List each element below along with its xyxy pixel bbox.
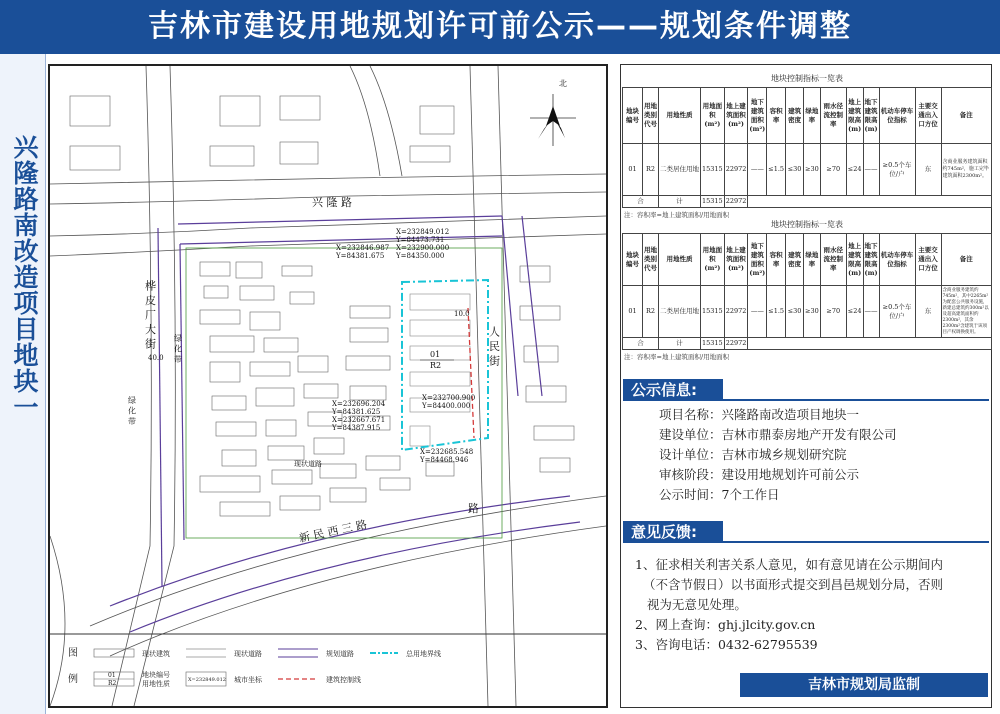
coord-7-y: Y=84468.946	[420, 456, 469, 464]
col-header: 地下建筑限高(m)	[863, 88, 879, 144]
legend-existing-road: 现状道路	[234, 650, 262, 658]
table-cell: ≥70	[820, 144, 846, 196]
table-cell	[748, 338, 992, 350]
table-cell: ≥0.5个车位/户	[879, 286, 915, 338]
coord-4-x: X=232700.900	[422, 394, 476, 402]
coord-5-x: X=232696.204	[332, 400, 386, 408]
table-cell: R2	[643, 144, 659, 196]
col-header: 用地面积(m²)	[701, 88, 725, 144]
col-header: 地上建筑限高(m)	[846, 234, 863, 286]
map-legend	[50, 634, 606, 688]
index-table-2	[621, 217, 993, 364]
page-title: 吉林市建设用地规划许可前公示——规划条件调整	[0, 0, 1000, 54]
table-cell: ≤24	[846, 286, 863, 338]
notice-info	[659, 405, 897, 505]
road-label-lu: 路	[468, 502, 479, 515]
coord-4-y: Y=84400.000	[422, 402, 471, 410]
table-cell: ≤1.5	[767, 286, 786, 338]
coord-3-x: X=232846.987	[336, 244, 390, 252]
table-cell: ≥0.5个车位/户	[879, 144, 915, 196]
index-table-1-title: 地块控制指标一览表	[771, 74, 843, 83]
legend-control-line: 建筑控制线	[326, 676, 361, 684]
total-floor-area: 22972	[724, 338, 748, 350]
plot-code: R2	[430, 361, 442, 370]
legend-swatch-existing-building	[94, 649, 134, 657]
footer-supervisor-label: 吉林市规划局监制	[740, 673, 988, 697]
table-cell: ——	[748, 286, 767, 338]
north-label: 北	[559, 79, 567, 88]
site-boundary-line	[402, 280, 488, 450]
index-table-2-title: 地块控制指标一览表	[771, 220, 843, 229]
legend-existing-building: 现状建筑	[142, 650, 170, 658]
col-header: 地上建筑限高(m)	[846, 88, 863, 144]
project-title-vertical: 兴隆路南改造项目地块一	[10, 134, 39, 420]
building-control-line	[468, 308, 474, 438]
col-header: 主要交通出入口方位	[915, 234, 941, 286]
table-cell: 01	[623, 144, 643, 196]
total-area: 15315	[701, 196, 725, 208]
coord-6-x: X=232667.671	[332, 416, 386, 424]
col-header: 地上建筑面积(m²)	[724, 88, 748, 144]
legend-tu: 图	[68, 648, 78, 659]
table-cell: ≥70	[820, 286, 846, 338]
index-table-2-grid	[622, 233, 992, 350]
table-cell: ≥30	[804, 286, 821, 338]
feedback-item-phone: 3、咨询电话：0432-62795539	[635, 637, 818, 652]
legend-coord-sample: X=232849.012	[188, 677, 226, 683]
site-plan-map	[48, 64, 608, 708]
table-cell: 二类居住用地	[659, 144, 701, 196]
legend-coordinate: 城市坐标	[234, 676, 262, 684]
table-cell: 东	[915, 144, 941, 196]
existing-roads	[50, 66, 606, 706]
coord-1-x: X=232849.012	[396, 228, 450, 236]
coord-5-y: Y=84381.625	[332, 408, 381, 416]
index-table-1-note: 注：容积率=地上建筑面积/用地面积	[624, 211, 730, 219]
col-header: 容积率	[767, 88, 786, 144]
col-header: 建筑密度	[786, 234, 804, 286]
legend-boundary: 总用地界线	[406, 650, 441, 658]
table-cell: 22972	[724, 144, 748, 196]
notice-stage: 审核阶段：建设用地规划许可前公示	[659, 467, 860, 482]
table-cell: 15315	[701, 286, 725, 338]
table-cell	[748, 196, 992, 208]
total-label: 合	[623, 338, 659, 350]
table-cell: ≤30	[786, 286, 804, 338]
sidebar	[0, 54, 46, 714]
total-area: 15315	[701, 338, 725, 350]
table-header-row	[623, 234, 992, 286]
feedback-list	[635, 555, 985, 655]
col-header: 地下建筑限高(m)	[863, 234, 879, 286]
table-cell: R2	[643, 286, 659, 338]
index-table-1-grid	[622, 87, 992, 208]
legend-sample-no: 01	[108, 672, 116, 679]
table-cell: 东	[915, 286, 941, 338]
green-belt-line	[186, 248, 502, 538]
table-cell: ——	[863, 144, 879, 196]
col-header: 备注	[941, 234, 991, 286]
coord-1-y: Y=84473.731	[396, 236, 445, 244]
feedback-heading: 意见反馈:	[623, 521, 723, 543]
col-header: 地上建筑面积(m²)	[724, 234, 748, 286]
total-label: 合	[623, 196, 659, 208]
legend-plot-number: 地块编号	[142, 671, 170, 679]
notice-designer: 设计单位：吉林市城乡规划研究院	[659, 447, 847, 462]
col-header: 绿地率	[804, 88, 821, 144]
road-label-renmin: 人 民 街	[487, 326, 501, 366]
legend-swatch-existing-road	[186, 649, 226, 657]
col-header: 建筑密度	[786, 88, 804, 144]
green-belt-label-2: 绿 化 带	[173, 334, 183, 364]
col-header: 用地类别代号	[643, 88, 659, 144]
col-header: 用地性质	[659, 88, 701, 144]
coord-7-x: X=232685.548	[420, 448, 474, 456]
col-header: 地块编号	[623, 234, 643, 286]
col-header: 地下建筑面积(m²)	[748, 234, 767, 286]
notice-period: 公示时间：7个工作日	[659, 487, 780, 502]
table-cell: ——	[863, 286, 879, 338]
col-header: 用地类别代号	[643, 234, 659, 286]
col-header: 用地性质	[659, 234, 701, 286]
legend-li: 例	[68, 674, 78, 685]
road-width-label: 40.0	[148, 354, 164, 362]
table-cell: 二类居住用地	[659, 286, 701, 338]
table-cell: ≤30	[786, 144, 804, 196]
table-header-row	[623, 88, 992, 144]
index-table-2-note: 注：容积率=地上建筑面积/用地面积	[624, 353, 730, 361]
table-cell: ——	[748, 144, 767, 196]
col-header: 备注	[941, 88, 991, 144]
feedback-item-written: 1、征求相关利害关系人意见，如有意见请在公示期间内 （不含节假日）以书面形式提交到昌邑规划分局，否则 视为无意见处理。	[635, 557, 943, 612]
col-header: 容积率	[767, 234, 786, 286]
road-label-xinglong: 兴 隆 路	[312, 196, 352, 209]
total-floor-area: 22972	[724, 196, 748, 208]
plot-label	[420, 350, 454, 370]
road-label-xinmin: 新 民 西 三 路	[297, 517, 369, 545]
table-cell: ≤24	[846, 144, 863, 196]
table-cell: 15315	[701, 144, 725, 196]
legend-sample-code: R2	[108, 680, 117, 687]
col-header: 雨水径流控制率	[820, 234, 846, 286]
table-row	[623, 144, 992, 196]
legend-land-use: 用地性质	[142, 680, 170, 688]
col-header: 主要交通出入口方位	[915, 88, 941, 144]
coord-6-y: Y=84387.915	[332, 424, 381, 432]
feedback-rule	[623, 541, 989, 543]
notice-rule	[623, 399, 989, 401]
table-cell: 22972	[724, 286, 748, 338]
road-label-xianzhuang: 现状道路	[294, 460, 322, 468]
dimension-label: 10.0	[454, 310, 470, 318]
col-header: 用地面积(m²)	[701, 234, 725, 286]
legend-swatch-planned-road	[278, 649, 318, 657]
coord-2-x: X=232900.000	[396, 244, 450, 252]
col-header: 绿地率	[804, 234, 821, 286]
feedback-item-website[interactable]: 2、网上查询：ghj.jlcity.gov.cn	[635, 617, 816, 632]
table-cell: ≤1.5	[767, 144, 786, 196]
col-header: 地下建筑面积(m²)	[748, 88, 767, 144]
table-total-row	[623, 196, 992, 208]
coord-2-y: Y=84350.000	[396, 252, 445, 260]
table-row	[623, 286, 992, 338]
info-panel	[620, 64, 992, 708]
total-label-2: 计	[659, 196, 701, 208]
road-label-huapichang: 桦 皮 厂 大 街	[143, 280, 157, 349]
coord-3-y: Y=84381.675	[336, 252, 385, 260]
green-belt-label: 绿 化 带	[127, 396, 137, 426]
table-cell: ≥30	[804, 144, 821, 196]
col-header: 机动车停车位指标	[879, 88, 915, 144]
notice-project-name: 项目名称：兴隆路南改造项目地块一	[659, 407, 860, 422]
legend-planned-road: 规划道路	[326, 650, 354, 658]
north-arrow-icon	[530, 78, 576, 146]
table-cell: 01	[623, 286, 643, 338]
total-label-2: 计	[659, 338, 701, 350]
site-plan-drawing	[50, 66, 606, 706]
col-header: 雨水径流控制率	[820, 88, 846, 144]
col-header: 地块编号	[623, 88, 643, 144]
table-cell-note: 含商业服务建筑面积约745m²，施工完毕建筑面积2300m²。	[941, 144, 991, 196]
table-cell-note: 含商业服务建筑约745m²，其中2265m²为配套公共服务设施，新建总建筑约300m²以及超高建筑面积约2300m²，其余2300m²含建筑于该项目产权调换使用。	[941, 286, 991, 338]
notice-heading: 公示信息:	[623, 379, 723, 401]
col-header: 机动车停车位指标	[879, 234, 915, 286]
notice-builder: 建设单位：吉林市鼎泰房地产开发有限公司	[659, 427, 897, 442]
table-total-row	[623, 338, 992, 350]
plot-number: 01	[430, 350, 441, 359]
index-table-1	[621, 71, 993, 222]
